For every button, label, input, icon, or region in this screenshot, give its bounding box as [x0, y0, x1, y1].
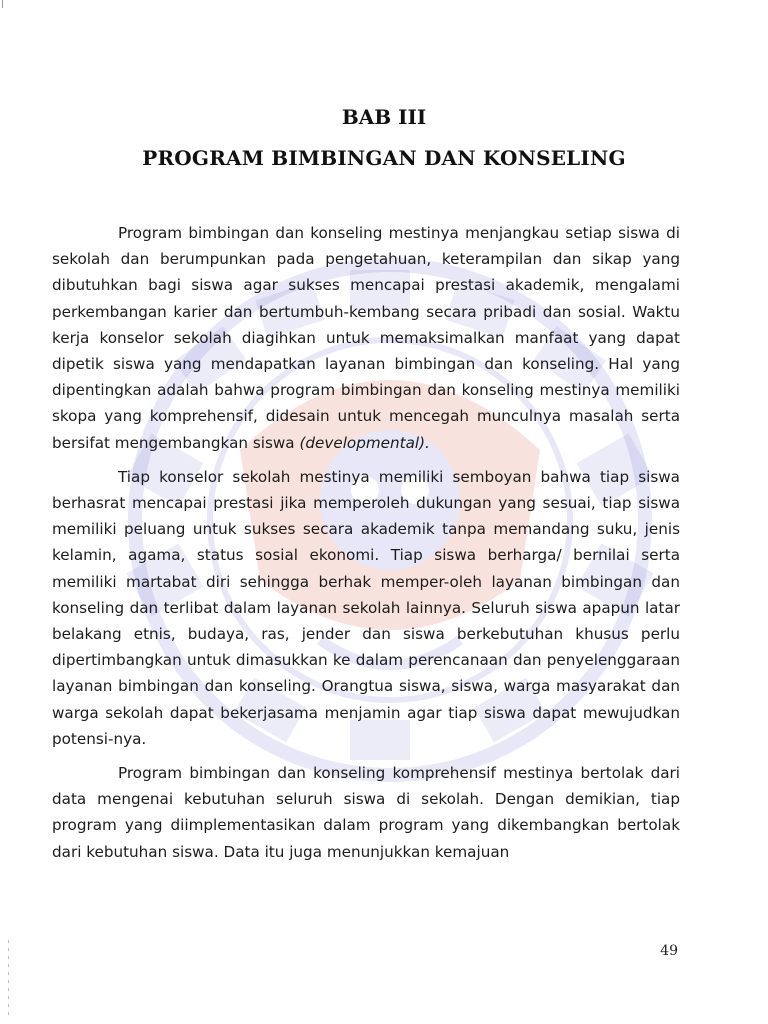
chapter-number: BAB III: [341, 105, 427, 129]
page-number: 49: [660, 943, 678, 959]
paragraph-1-italic: (developmental).: [299, 433, 430, 452]
body-text: [52, 220, 680, 873]
scan-corner-mark: [2, 0, 3, 8]
paragraph-3: Program bimbingan dan konseling komprehensif mestinya bertolak dari data mengenai kebutuhan seluruh siswa di sekolah. Dengan demikian, tiap program yang diimplementasikan dalam program yang dikembangkan bertolak dari kebutuhan siswa. Data itu juga menunjukkan kemajuan: [52, 764, 680, 861]
paragraph-1-text: Program bimbingan dan konseling mestinya menjangkau setiap siswa di sekolah dan berumpunkan pada pengetahuan, keterampilan dan sikap yang dibutuhkan bagi siswa agar sukses mencapai prestasi akademik, mengalami perkembangan karier dan bertumbuh-kembang secara pribadi dan sosial. Waktu kerja konselor sekolah diagihkan untuk memaksimalkan manfaat yang dapat dipetik siswa yang mendapatkan layanan bimbingan dan konseling. Hal yang dipentingkan adalah bahwa program bimbingan dan konseling mestinya memiliki skopa yang komprehensif, didesain untuk mencegah munculnya masalah serta bersifat mengembangkan siswa: [52, 224, 680, 452]
paragraph-1: [52, 220, 680, 456]
paragraph-2: Tiap konselor sekolah mestinya memiliki semboyan bahwa tiap siswa berhasrat mencapai prestasi jika memperoleh dukungan yang sesuai, tiap siswa memiliki peluang untuk sukses secara akademik tanpa memandang suku, jenis kelamin, agama, status sosial ekonomi. Tiap siswa berharga/ bernilai serta memiliki martabat diri sehingga berhak memper-oleh layanan bimbingan dan konseling dan terlibat dalam layanan sekolah lainnya. Seluruh siswa apapun latar belakang etnis, budaya, ras, jender dan siswa berkebutuhan khusus perlu dipertimbangkan untuk dimasukkan ke dalam perencanaan dan penyelenggaraan layanan bimbingan dan konseling. Orangtua siswa, siswa, warga masyarakat dan warga sekolah dapat bekerjasama menjamin agar tiap siswa dapat mewujudkan potensi-nya.: [52, 467, 680, 748]
scan-edge-mark: [8, 940, 9, 1020]
chapter-title: PROGRAM BIMBINGAN DAN KONSELING: [142, 146, 626, 170]
